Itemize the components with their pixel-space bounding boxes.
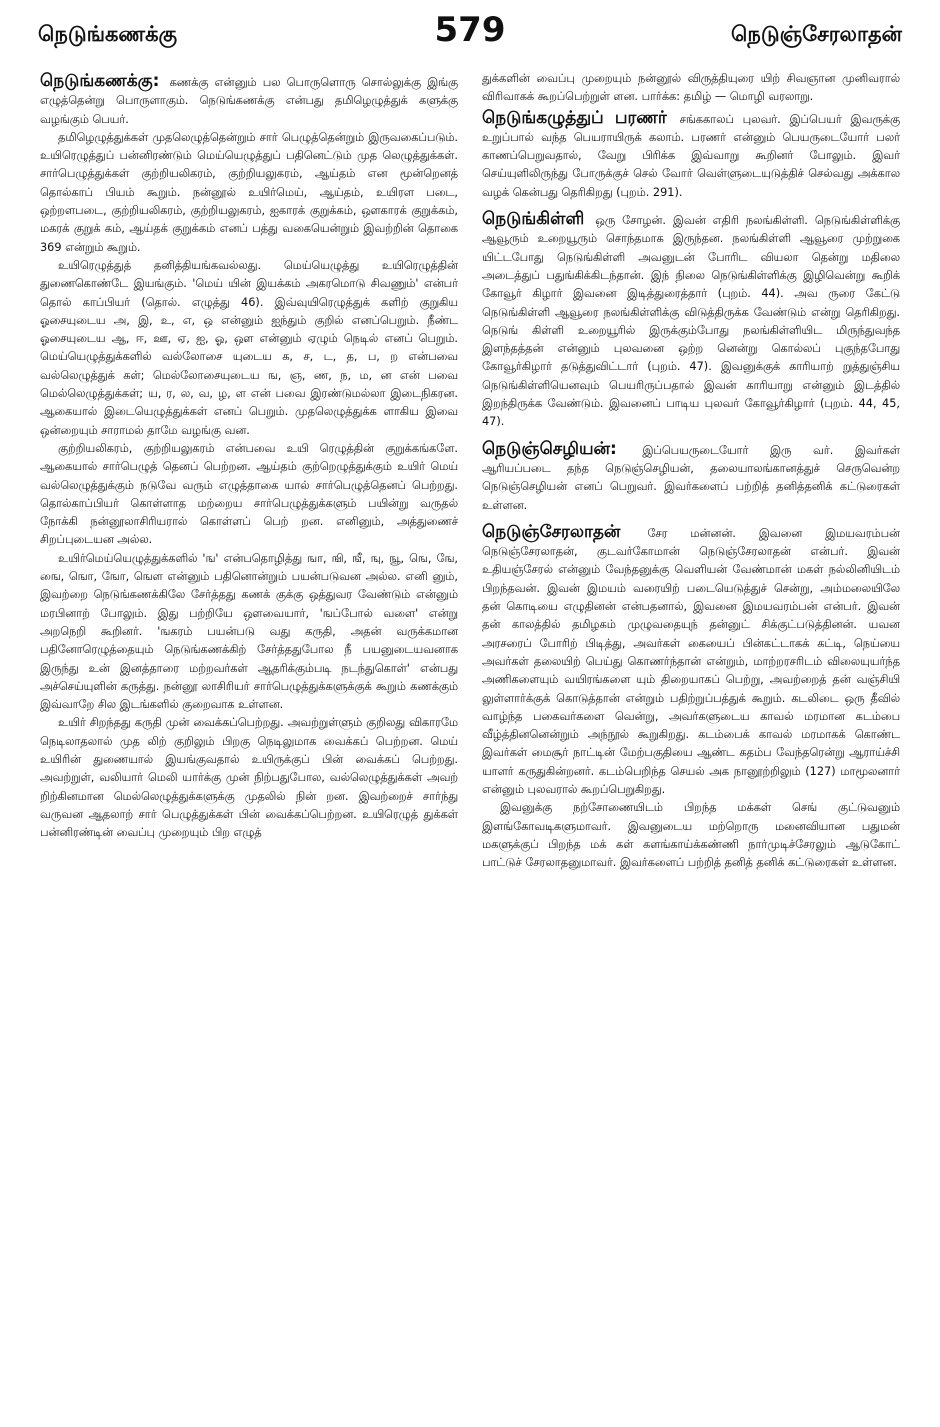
- entry-paragraph: [482, 521, 900, 799]
- entry-paragraph: இவனுக்கு நற்சோணையிடம் பிறந்த மக்கள் செங் குட்டுவனும் இளங்கோவடிகளுமாவர். இவனுடைய மற்றொரு மனைவியான பதுமன் மகளுக்குப் பிறந்த மக் கள் களங்காய்க்கண்ணி நார்முடிச்சேரலும் ஆடுகோட் பாட்டுச் சேரலாதனுமாவர். இவர்களைப் பற்றித் தனித் தனிக் கட்டுரைகள் உள்ளன.: [482, 801, 900, 870]
- entry-text: ஒரு சோழன். இவன் எதிரி நலங்கிள்ளி. நெடுங்கிள்ளிக்கு ஆவூரும் உறையூரும் சொந்தமாக இருந்தன. நலங்கிள்ளி ஆவூரை முற்றுகை யிட்டபோது நெடுங்கிள்ளி அவனுடன் போரிட வியலா தென்று மதிலை அடைத்துப் பதுங்கிக்கிடந்தான். இந் நிலை நெடுங்கிள்ளிக்கு இழிவென்று கூறிக் கோவூர் கிழார் இவனை இடித்துரைத்தார் (புறம். 44). அவ ருரை கேட்டு நெடுங்கிள்ளி ஆவூரை நலங்கிள்ளிக்கு விடுத்திருக்க வேண்டும் என்று தெரிகிறது. நெடுங் கிள்ளி உறையூரில் இருக்கும்போது நலங்கிள்ளியிட மிருந்துவந்த இளந்தத்தன் என்னும் புலவனை ஒற்ற னென்று கொல்லப் புகுந்தபோது கோவூர்கிழார் தடுத்துவிட்டார் (புறம். 47). இவனுக்குக் காரியாற் றுத்துஞ்சிய நெடுங்கிள்ளியெனவும் பெயரிருப்பதால் இவன் காரியாறு என்னும் இடத்தில் இறந்திருக்க வேண்டும். இவனைப் பாடிய புலவர் கோவூர்கிழார் (புறம். 44, 45, 47).: [482, 214, 900, 429]
- entry-paragraph: உயிரெழுத்துத் தனித்தியங்கவல்லது. மெய்யெழுத்து உயிரெழுத்தின் துணைகொண்டே இயங்கும். 'மெய் யின் இயக்கம் அகரமொடு சிவணும்' என்பர் தொல் காப்பியர் (தொல். எழுத்து 46). இவ்வுயிரெழுத்துக் களிற் குறுகிய ஓசையுடைய அ, இ, உ, எ, ஒ என்னும் ஐந்தும் குறில் எனப்பெறும். நீண்ட ஓசையுடைய ஆ, ஈ, ஊ, ஏ, ஐ, ஓ, ஔ என்னும் ஏழும் நெடில் எனப் பெறும். மெய்யெழுத்துக்களில் வல்லோசை யுடைய க, ச, ட, த, ப, ற என்பவை வல்லெழுத்துக் கள்; மெல்லோசையுடைய ங, ஞ, ண, ந, ம, ன என் பவை மெல்லெழுத்துக்கள்; ய, ர, ல, வ, ழ, ள என் பவை இரண்டுமல்லா இடைநிகரன. ஆகையால் இடையெழுத்துக்கள் எனப் பெறும். முதலெழுத்துக்க ளாகிய இவை ஒன்றையும் சாராமல் தாமே வழங்கு வன.: [40, 258, 458, 437]
- page-header: [38, 8, 902, 60]
- page-number: 579: [434, 10, 506, 50]
- entry-text: சங்ககாலப் புலவர். இப்பெயர் இவருக்கு உறுப்பால் வந்த பெயராயிருக் கலாம். பரணர் என்னும் பெயருடையோர் பலர் காணப்பெறுவதால், வேறு பிரிக்க இவ்வாறு கூறினர் போலும். இவர் செய்யுளிலிருந்து போருக்குச் செல் வோர் வெள்ளுடையுடுத்திச் செல்வது அக்கால வழக் கென்பது தெரிகிறது (புறம். 291).: [482, 112, 900, 199]
- entry-text: கணக்கு என்னும் பல பொருளொரு சொல்லுக்கு இங்கு எழுத்தென்று பொருளாகும். நெடுங்கணக்கு என்பது தமிழெழுத்துக் களுக்கு வழங்கும் பெயர்.: [40, 76, 458, 126]
- entry-paragraph: உயிர் சிறந்தது கருதி முன் வைக்கப்பெற்றது. அவற்றுள்ளும் குறிலது விகாரமே நெடிலாதலால் முத லிற் குறிலும் பிறகு நெடிலுமாக வைக்கப் பெற்றன. மெய் உயிரின் துணையால் இயங்குவதால் உயிருக்குப் பின் வைக்கப் பெற்றது. அவற்றுள், வலியார் மெலி யார்க்கு முன் நிற்பதுபோல, வல்லெழுத்துக்கள் அவற் றிற்கினமான மெல்லெழுத்துக்களுக்கு முதலில் நின் றன. இவற்றைச் சார்ந்து வருவன ஆதலாற் சார் பெழுத்துக்கள் பின் வைக்கப்பெற்றன. உயிரெழுத் துக்கள் பன்னிரண்டின் வைப்பு முறையும் பிற எழுத்: [40, 716, 458, 840]
- running-head-right: நெடுஞ்சேரலாதன்: [731, 22, 902, 46]
- entry-paragraph: [482, 107, 900, 202]
- entry-headword: நெடுங்கணக்கு:: [40, 71, 160, 91]
- entry-paragraph: தமிழெழுத்துக்கள் முதலெழுத்தென்றும் சார் பெழுத்தென்றும் இருவகைப்படும். உயிரெழுத்துப் பன்னிரண்டும் மெய்யெழுத்துப் பதினெட்டும் முத லெழுத்துக்கள். சார்பெழுத்துக்கள் குற்றியலிகரம், குற்றியலுகரம், ஆய்தம் என மூன்றெனத் தொல்காப் பியம் கூறும். நன்னூல் உயிர்மெய், ஆய்தம், உயிரள படை, ஒற்றளபடை, குற்றியலிகரம், குற்றியலுகரம், ஐகாரக் குறுக்கம், ஔகாரக் குறுக்கம், மகரக் குறுக் கம், ஆய்தக் குறுக்கம் எனப் பத்து வகையென்றும் இவற்றின் தொகை 369 என்றும் கூறும்.: [40, 130, 458, 254]
- entry-text: சேர மன்னன். இவனை இமயவரம்பன் நெடுஞ்சேரலாதன், குடவர்கோமான் நெடுஞ்சேரலாதன் என்பர். இவன் உதியஞ்சேரல் என்னும் வேந்தனுக்கு வெளியன் வேண்மான் மகள் நல்லினியிடம் பிறந்தவன். இவன் இமயம் வரையிற் படையெடுத்துச் சென்று, அம்மலையிலே தன் கொடியை எழுதினன் என்பதனால், இவனை இமயவரம்பன் என்பர். இவன் தன் காலத்தில் தமிழகம் முழுவதையுந் தன்னுட் சிக்குட்படுத்தினன். யவன அரசரைப் போரிற் பிடித்து, அவர்கள் கையைப் பின்கட்டாகக் கட்டி, நெய்யை அவர்கள் தலையிற் பெய்து கொணர்ந்தான் என்றும், மாற்றரசரிடம் விலையுயர்ந்த அணிகளையும் வயிரங்களை யும் திறையாகப் பெற்று, அவற்றைத் தன் வஞ்சியி லுள்ளார்க்குக் கொடுத்தான் என்றும் பதிற்றுப்பத்துக் கூறும். கடலிடை ஒரு தீவில் வாழ்ந்த பகைவர்களை வென்று, அவர்களுடைய காவல் மரமான கடம்பை வீழ்த்தினனென்றும் அந்நூல் கூறுகிறது. கடம்பைக் காவல் மரமாகக் கொண்ட இவர்கள் மைசூர் நாட்டின் மேற்பகுதியை ஆண்ட கதம்ப வேந்தரென்று ஆராய்ச்சி யாளர் கருதுகின்றனர். கடம்பெறிந்த செயல் அக நானூற்றிலும் (127) மாமூலனார் என்னும் புலவரால் கூறப்பெறுகிறது.: [482, 526, 900, 796]
- continued-text: துக்களின் வைப்பு முறையும் நன்னூல் விருத்தியுரை யிற் சிவஞான முனிவரால் விரிவாகக் கூறப்பெற்றுள் ளன. பார்க்க: தமிழ் — மொழி வரலாறு.: [482, 72, 900, 104]
- entry-nedunkanakku: [40, 70, 458, 842]
- entry-nedunkazhuthu-paranar: [482, 107, 900, 202]
- entry-headword: நெடுங்கிள்ளி: [482, 209, 585, 230]
- entry-paragraph: உயிர்மெய்யெழுத்துக்களில் 'ங' என்பதொழித்து ஙா, ஙி, ஙீ, ஙு, ஙூ, ஙெ, ஙே, ஙை, ஙொ, ஙோ, ஙௌ என்னும் பதினொன்றும் பயன்படுவன அல்ல. எனி னும், இவற்றை நெடுங்கணக்கிலே சேர்த்தது கணக் குக்கு ஒத்துவர வேண்டும் என்னும் மரபினாற் போலும். இது பற்றியே ஔவையார், 'ஙப்போல் வளை' என்று அறநெறி கூறினர். 'ஙகரம் பயன்படு வது கருதி, அதன் வருக்கமான பதினோரெழுத்தையும் நெடுங்கணக்கிற் சேர்த்ததுபோல நீ பயனுடையவனாக இருந்து உன் இனத்தாரை மற்றவர்கள் ஆதரிக்கும்படி நடந்துகொள்' என்பது அச்செய்யுளின் கருத்து. நன்னூ லாசிரியர் சார்பெழுத்துக்களுக்குக் கூறும் கணக்கும் இவ்வாறே சில இடங்களில் குறைவாக உள்ளன.: [40, 551, 458, 712]
- left-column: [40, 70, 458, 1410]
- entry-paragraph: [482, 438, 900, 515]
- entry-headword: நெடுஞ்சேரலாதன்: [482, 521, 621, 542]
- entry-headword: நெடுங்கழுத்துப் பரணர்: [482, 107, 667, 128]
- running-head-left: நெடுங்கணக்கு: [38, 22, 178, 46]
- entry-text: இப்பெயருடையோர் இரு வர். இவர்கள் ஆரியப்படை தந்த நெடுஞ்செழியன், தலையாலங்கானத்துச் செருவென்ற நெடுஞ்செழியன் எனப் பெறுவர். இவர்களைப் பற்றித் தனித்தனிக் கட்டுரைகள் உள்ளன.: [482, 443, 900, 512]
- entry-paragraph: குற்றியலிகரம், குற்றியலுகரம் என்பவை உயி ரெழுத்தின் குறுக்கங்களே. ஆகையால் சார்பெழுத் தெனப் பெற்றன. ஆய்தம் குற்றெழுத்துக்கும் உயிர் மெய் வல்லெழுத்துக்கும் நடுவே வரும் எழுத்தாகை யால் சார்பெழுத்தெனப் பெற்றது. தொல்காப்பியர் கொள்ளாத மற்றைய சார்பெழுத்துக்களும் பயின்று வருதல் நோக்கி நன்னூலாசிரியரால் கொள்ளப் பெற் றன. எனினும், அத்துணைச் சிறப்புடையன அல்ல.: [40, 441, 458, 547]
- entry-nedunkilli: [482, 208, 900, 432]
- entry-paragraph: [40, 70, 458, 129]
- entry-headword: நெடுஞ்செழியன்:: [482, 438, 617, 459]
- entry-nedunchezhiyan: [482, 438, 900, 515]
- entry-nedunjeralathan: [482, 521, 900, 873]
- right-column: [482, 70, 900, 1410]
- entry-paragraph: [482, 208, 900, 432]
